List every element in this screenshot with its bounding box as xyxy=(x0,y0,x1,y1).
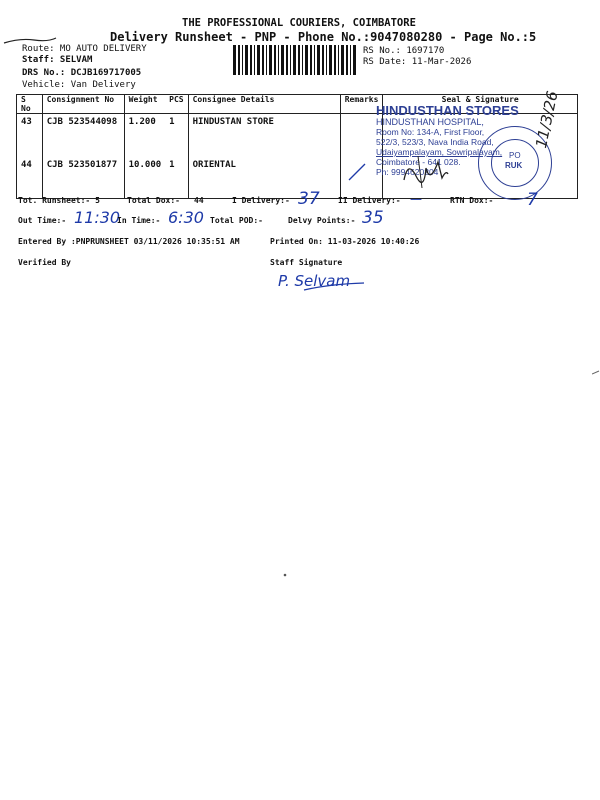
stamp-line: 522/3, 523/3, Nava India Road, xyxy=(376,137,494,147)
remarks-tick-mark xyxy=(345,160,371,184)
cell-sno: 43 xyxy=(17,114,43,158)
cell-sno: 44 xyxy=(17,157,43,199)
cell-consignee: ORIENTAL xyxy=(188,157,340,199)
rs-date: RS Date: 11-Mar-2026 xyxy=(363,57,472,67)
stamp-line: Ph: 9994620204 xyxy=(376,167,439,177)
barcode xyxy=(233,45,359,75)
round-seal-top-text: PO xyxy=(509,151,521,160)
barcode-bar xyxy=(322,45,324,75)
rs-number: RS No.: 1697170 xyxy=(363,46,445,56)
barcode-bar xyxy=(257,45,260,75)
delvy-points-label: Delvy Points:- xyxy=(288,216,356,225)
barcode-bar xyxy=(233,45,236,75)
stamp-store-name: HINDUSTHAN STORES xyxy=(376,103,519,118)
round-seal-mid-text: RUK xyxy=(505,161,523,170)
vehicle-text: Vehicle: Van Delivery xyxy=(22,80,136,90)
cell-weight: 10.000 xyxy=(124,157,165,199)
receiver-signature xyxy=(398,150,452,192)
barcode-bar xyxy=(274,45,276,75)
cell-consignment: CJB 523544098 xyxy=(42,114,124,158)
barcode-bar xyxy=(286,45,288,75)
stamp-line: Udaiyampalayam, Sowripalayam, xyxy=(376,147,503,157)
barcode-bar xyxy=(262,45,264,75)
barcode-bar xyxy=(317,45,320,75)
i-delivery-label: I Delivery:- xyxy=(232,196,290,205)
col-consignee-header: Consignee Details xyxy=(188,95,340,114)
cell-pcs: 1 xyxy=(165,114,188,158)
rtn-dox-label: RTN Dox:- xyxy=(450,196,494,205)
col-consignment-header: Consignment No xyxy=(42,95,124,114)
verified-by: Verified By xyxy=(18,258,71,267)
cell-consignment: CJB 523501877 xyxy=(42,157,124,199)
staff-signature-label: Staff Signature xyxy=(270,258,343,267)
total-pod-label: Total POD:- xyxy=(210,216,263,225)
barcode-bar xyxy=(298,45,300,75)
barcode-bar xyxy=(281,45,284,75)
route-text: Route: MO AUTO DELIVERY xyxy=(22,44,147,54)
out-time-label: Out Time:- xyxy=(18,216,67,225)
stamp-line: Room No: 134-A, First Floor, xyxy=(376,127,485,137)
staff-signature-handwritten: P. Selvam xyxy=(278,272,351,290)
stamp-line: HINDUSTHAN HOSPITAL, xyxy=(376,117,484,127)
col-weight-header: Weight xyxy=(124,95,165,114)
scan-speck xyxy=(283,573,287,577)
barcode-bar xyxy=(350,45,351,75)
barcode-bar xyxy=(314,45,315,75)
barcode-bar xyxy=(353,45,356,75)
barcode-bar xyxy=(238,45,240,75)
barcode-bar xyxy=(245,45,248,75)
total-dox-label: Total Dox:- xyxy=(127,196,180,205)
in-time-label: In Time:- xyxy=(117,216,161,225)
rtn-dox-value: 7 xyxy=(527,190,538,210)
barcode-bar xyxy=(254,45,255,75)
tot-runsheet: Tot. Runsheet:- 5 xyxy=(18,196,100,205)
ii-delivery-value: — xyxy=(410,192,422,206)
barcode-bar xyxy=(329,45,332,75)
barcode-bar xyxy=(290,45,291,75)
in-time-value: 6:30 xyxy=(168,208,204,227)
barcode-bar xyxy=(338,45,339,75)
runsheet-subtitle: Delivery Runsheet - PNP - Phone No.:9047080280 - Page No.:5 xyxy=(110,30,537,44)
barcode-bar xyxy=(341,45,344,75)
entered-by: Entered By :PNPRUNSHEET 03/11/2026 10:35:51 AM xyxy=(18,237,240,246)
delvy-points-value: 35 xyxy=(362,208,384,228)
barcode-bar xyxy=(326,45,327,75)
signature-underline xyxy=(300,280,370,294)
barcode-bar xyxy=(305,45,308,75)
barcode-bar xyxy=(266,45,267,75)
barcode-bar xyxy=(302,45,303,75)
col-sno-header: S No xyxy=(17,95,43,114)
col-remarks-header: Remarks xyxy=(340,95,383,114)
handwritten-date: 11/3/26 xyxy=(532,89,562,150)
stamp-line: Coimbatore - 641 028. xyxy=(376,157,461,167)
barcode-bar xyxy=(269,45,272,75)
barcode-bar xyxy=(242,45,243,75)
cell-pcs: 1 xyxy=(165,157,188,199)
barcode-bar xyxy=(293,45,296,75)
barcode-bar xyxy=(278,45,279,75)
ii-delivery-label: II Delivery:- xyxy=(338,196,401,205)
printed-on: Printed On: 11-03-2026 10:40:26 xyxy=(270,237,420,246)
col-pcs-header: PCS xyxy=(165,95,188,114)
cell-consignee: HINDUSTAN STORE xyxy=(188,114,340,158)
barcode-bar xyxy=(334,45,336,75)
out-time-value: 11:30 xyxy=(74,208,121,227)
cell-weight: 1.200 xyxy=(124,114,165,158)
i-delivery-value: 37 xyxy=(298,189,320,209)
total-dox-value: 44 xyxy=(194,196,204,205)
barcode-bar xyxy=(310,45,312,75)
barcode-bar xyxy=(346,45,348,75)
drs-number: DRS No.: DCJB169717005 xyxy=(22,68,142,78)
col-seal-header: Seal & Signature xyxy=(383,95,578,114)
barcode-bar xyxy=(250,45,252,75)
scan-speck xyxy=(592,370,600,376)
company-title: THE PROFESSIONAL COURIERS, COIMBATORE xyxy=(182,17,416,29)
staff-text: Staff: SELVAM xyxy=(22,55,93,65)
